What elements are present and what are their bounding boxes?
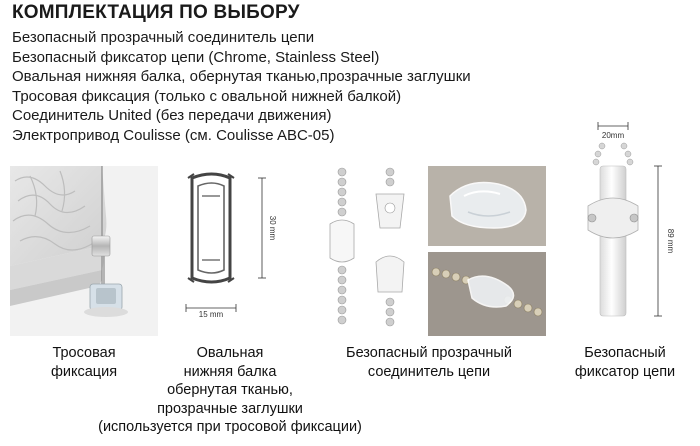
caption-line: прозрачные заглушки [157, 400, 303, 417]
option-item: Безопасный прозрачный соединитель цепи [12, 29, 315, 46]
caption-line: Тросовая [52, 345, 116, 361]
rail-height-dimension: 30 mm [268, 215, 277, 241]
option-item: Электропривод Coulisse (см. Coulisse ABC-05) [12, 126, 335, 144]
caption-line: обернутая тканью, [167, 382, 293, 398]
options-list [12, 28, 471, 146]
option-item: Соединитель United (без передачи движения) [12, 107, 332, 125]
page-title: КОМПЛЕКТАЦИЯ ПО ВЫБОРУ [12, 2, 300, 23]
caption-line: Безопасный прозрачный [346, 345, 512, 361]
chain-stopper-drawing [558, 118, 692, 336]
caption-line: соединитель цепи [367, 363, 491, 380]
oval-rail-drawing [172, 166, 290, 336]
chain-connector-drawing [312, 166, 418, 336]
caption-line: Овальная [196, 345, 264, 361]
stopper-width-dimension: 20mm [601, 131, 625, 140]
option-item: Тросовая фиксация (только с овальной нижней балкой) [12, 87, 402, 105]
caption-line: (используется при тросовой фиксации) [98, 419, 362, 435]
stopper-height-dimension: 89 mm [666, 228, 675, 254]
option-item: Овальная нижняя балка, обернутая тканью,прозрачные заглушки [12, 68, 471, 86]
caption-line: нижняя балка [183, 363, 277, 380]
caption-line: фиксация [50, 363, 118, 380]
cable-fixation-photo [10, 166, 158, 336]
caption-line: Безопасный [584, 345, 666, 361]
connector-photo-top [428, 166, 546, 246]
option-item: Безопасный фиксатор цепи (Chrome, Stainless Steel) [12, 48, 380, 66]
rail-width-dimension: 15 mm [198, 310, 224, 319]
caption-line: фиксатор цепи [574, 363, 676, 380]
connector-photo-bottom [428, 252, 546, 336]
chain-connector-caption [312, 344, 546, 381]
chain-stopper-caption [556, 344, 694, 381]
